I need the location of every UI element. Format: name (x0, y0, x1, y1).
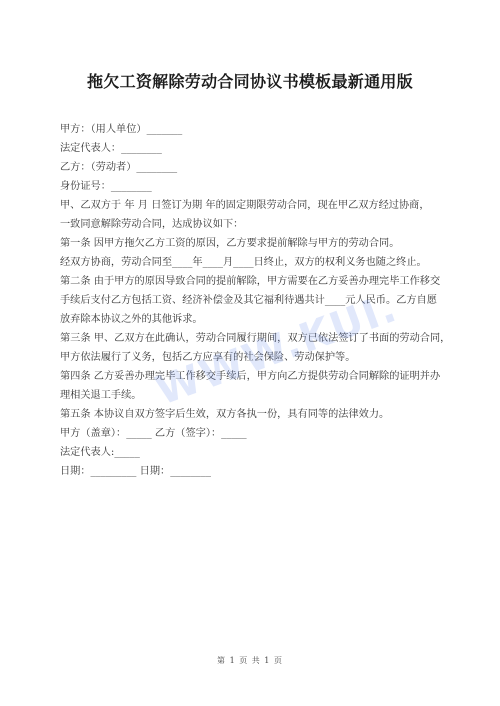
date-line: 日期：_________ 日期：________ (60, 466, 211, 477)
article-2-line-2: 手续后支付乙方包括工资、经济补偿金及其它福利待遇共计____元人民币。乙方自愿 (60, 295, 437, 306)
legal-representative-line: 法定代表人：________ (60, 143, 162, 154)
document-title: 拖欠工资解除劳动合同协议书模板最新通用版 (86, 72, 413, 91)
preamble-line-1: 甲、乙双方于 年 月 日签订为期 年的固定期限劳动合同，现在甲乙双方经过协商， (60, 200, 430, 211)
article-4-line-1: 第四条 乙方妥善办理完毕工作移交手续后，甲方向乙方提供劳动合同解除的证明并办 (60, 371, 441, 382)
article-2-line-1: 第二条 由于甲方的原因导致合同的提前解除，甲方需要在乙方妥善办理完毕工作移交 (60, 276, 441, 287)
party-b-line: 乙方：（劳动者）________ (60, 162, 178, 173)
article-1-line-2: 经双方协商，劳动合同至____年____月____日终止，双方的权利义务也随之终止。 (60, 257, 427, 268)
party-a-line: 甲方：（用人单位）_______ (60, 124, 183, 135)
article-3-line-1: 第三条 甲、乙双方在此确认，劳动合同履行期间，双方已依法签订了书面的劳动合同， (60, 333, 451, 344)
svg-text:WWW.KUI.CN: WWW.KUI.CN (150, 277, 403, 415)
signature-line: 甲方（盖章）：_____ 乙方（签字）：_____ (60, 428, 247, 439)
page-footer: 第 1 页 共 1 页 (217, 656, 283, 665)
article-4-line-2: 理相关退工手续。 (60, 390, 142, 401)
article-1-line-1: 第一条 因甲方拖欠乙方工资的原因，乙方要求提前解除与甲方的劳动合同。 (60, 238, 400, 249)
document-body (60, 120, 451, 481)
signature-legal-rep-line: 法定代表人:_____ (60, 447, 140, 458)
preamble-line-2: 一致同意解除劳动合同，达成协议如下： (60, 219, 244, 230)
article-2-line-3: 放弃除本协议之外的其他诉求。 (60, 314, 203, 325)
article-3-line-2: 甲方依法履行了义务，包括乙方应享有的社会保险、劳动保护等。 (60, 352, 356, 363)
article-5-line: 第五条 本协议自双方签字后生效，双方各执一份，具有同等的法律效力。 (60, 409, 390, 420)
id-number-line: 身份证号：________ (60, 181, 152, 192)
